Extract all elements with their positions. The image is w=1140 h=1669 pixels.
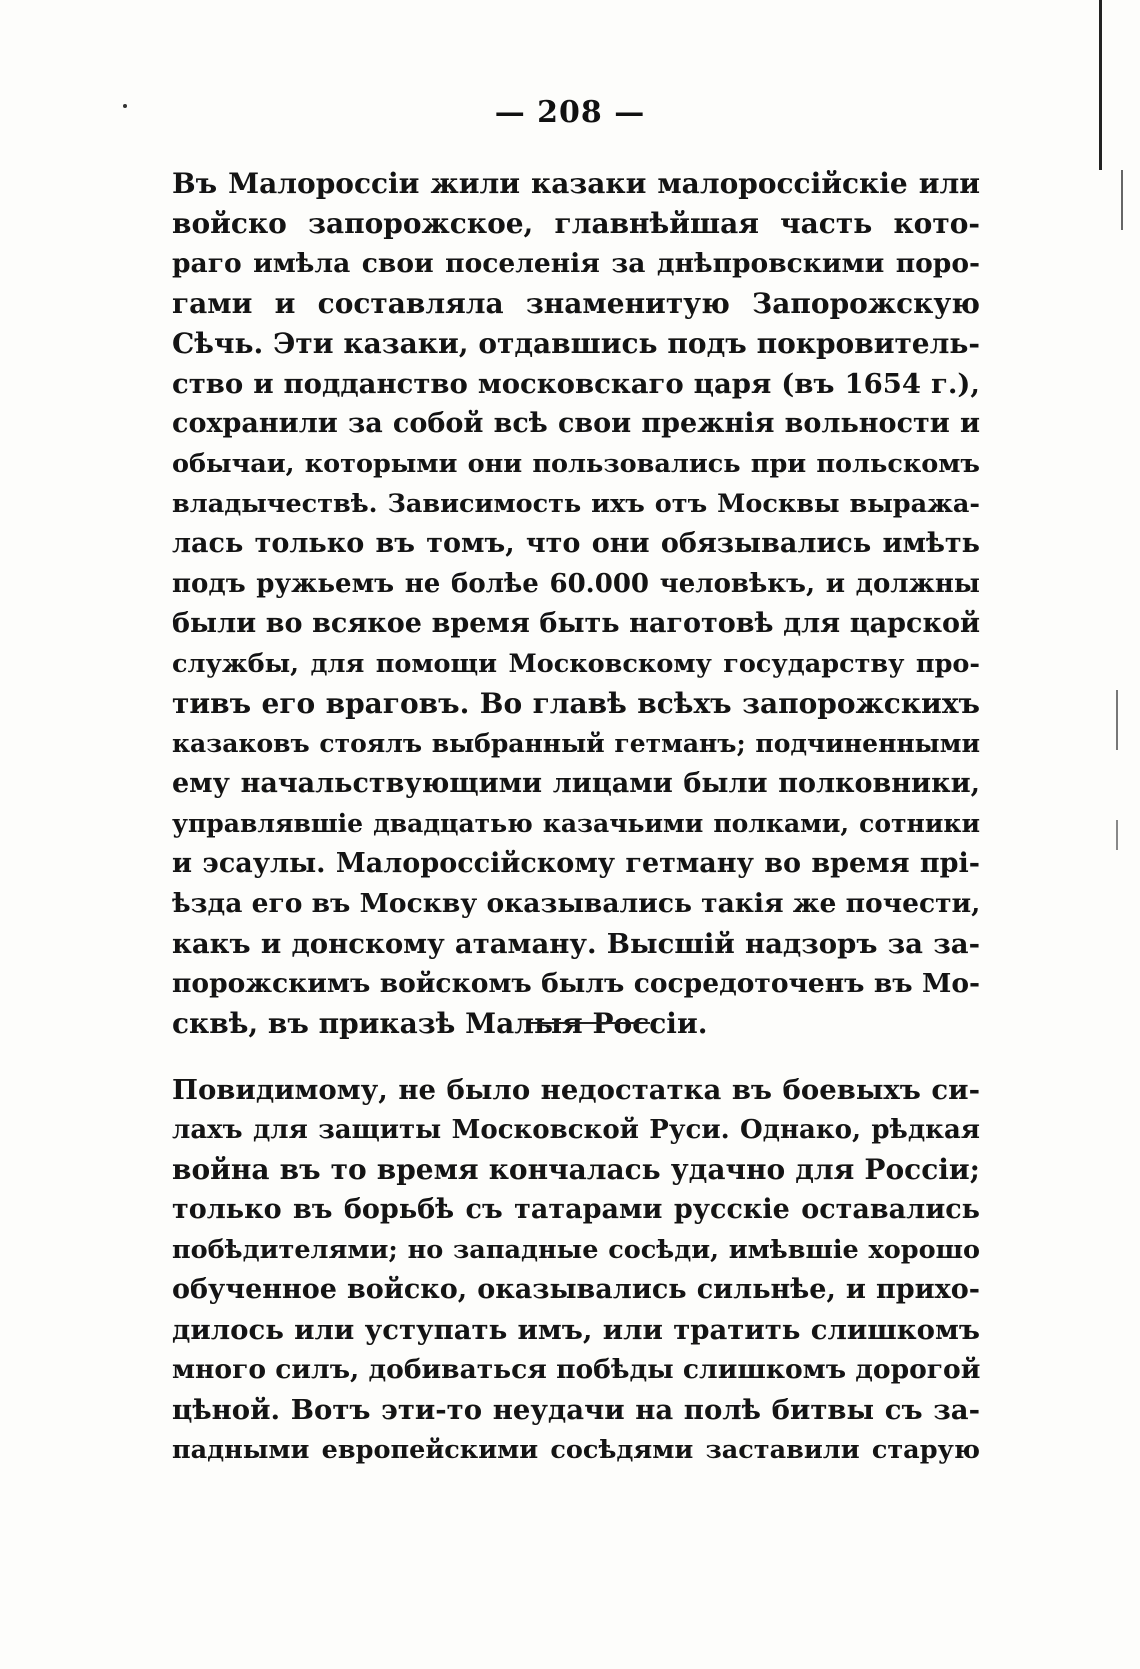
text-line: гами и составляла знаменитую Запорожскую (172, 287, 980, 320)
text-line: ство и подданство московскаго царя (въ 1654 г.), (172, 368, 980, 400)
text-line: падными европейскими сосѣдями заставили старую (172, 1435, 980, 1465)
text-line: раго имѣла свои поселенія за днѣпровскими поро- (172, 248, 980, 279)
text-line: дилось или уступать имъ, или тратить слишкомъ (172, 1314, 980, 1346)
text-line: какъ и донскому атаману. Высшій надзоръ за за- (172, 928, 980, 960)
text-line: много силъ, добиваться побѣды слишкомъ дорогой (172, 1354, 981, 1385)
text-line: Сѣчь. Эти казаки, отдавшись подъ покровитель- (172, 327, 980, 360)
text-line: Въ Малороссіи жили казаки малороссійскіе или (172, 167, 980, 200)
text-line: казаковъ стоялъ выбранный гетманъ; подчиненными (172, 729, 980, 758)
text-line: только въ борьбѣ съ татарами русскіе оставались (172, 1194, 980, 1225)
section-divider (530, 1022, 650, 1024)
paragraph-2 (172, 1070, 980, 1470)
text-line: война въ то время кончалась удачно для Россіи; (172, 1153, 980, 1186)
text-line: службы, для помощи Московскому государству про- (172, 649, 980, 679)
page-number: — 208 — (494, 95, 646, 130)
text-line: управлявшіе двадцатью казачьими полками, сотники (172, 809, 980, 838)
text-line: лась только въ томъ, что они обязывались имѣть (172, 528, 980, 559)
page-edge-mark (1099, 0, 1102, 170)
page-edge-mark (1121, 170, 1123, 230)
text-line: ѣзда его въ Москву оказывались такія же почести, (172, 888, 981, 919)
text-line: Повидимому, не было недостатка въ боевыхъ си- (172, 1074, 980, 1106)
text-line: войско запорожское, главнѣйшая часть кото- (172, 207, 980, 240)
text-line: тивъ его враговъ. Во главѣ всѣхъ запорожскихъ (172, 687, 980, 720)
text-line: сохранили за собой всѣ свои прежнія вольности и (172, 408, 980, 439)
text-line: лахъ для защиты Московской Руси. Однако, рѣдкая (172, 1115, 980, 1145)
text-line: цѣной. Вотъ эти-то неудачи на полѣ битвы съ за- (172, 1394, 980, 1426)
text-line: подъ ружьемъ не болѣе 60.000 человѣкъ, и должны (172, 569, 980, 599)
text-line: были во всякое время быть наготовѣ для царской (172, 608, 980, 639)
page-edge-mark (1116, 820, 1118, 850)
text-line: сквѣ, въ приказѣ Малыя Россіи. (172, 1007, 708, 1040)
text-line: побѣдителями; но западные сосѣди, имѣвшіе хорошо (172, 1235, 980, 1265)
paragraph-1 (172, 164, 980, 1044)
text-line: обычаи, которыми они пользовались при польскомъ (172, 449, 980, 479)
text-line: обученное войско, оказывались сильнѣе, и прихо- (172, 1274, 980, 1305)
text-line: и эсаулы. Малороссійскому гетману во время прі- (172, 848, 980, 879)
text-line: владычествѣ. Зависимость ихъ отъ Москвы выража- (172, 489, 980, 519)
text-line: порожскимъ войскомъ былъ сосредоточенъ въ Мо- (172, 968, 980, 999)
page-edge-mark (1116, 690, 1118, 750)
text-line: ему начальствующими лицами были полковники, (172, 768, 980, 799)
